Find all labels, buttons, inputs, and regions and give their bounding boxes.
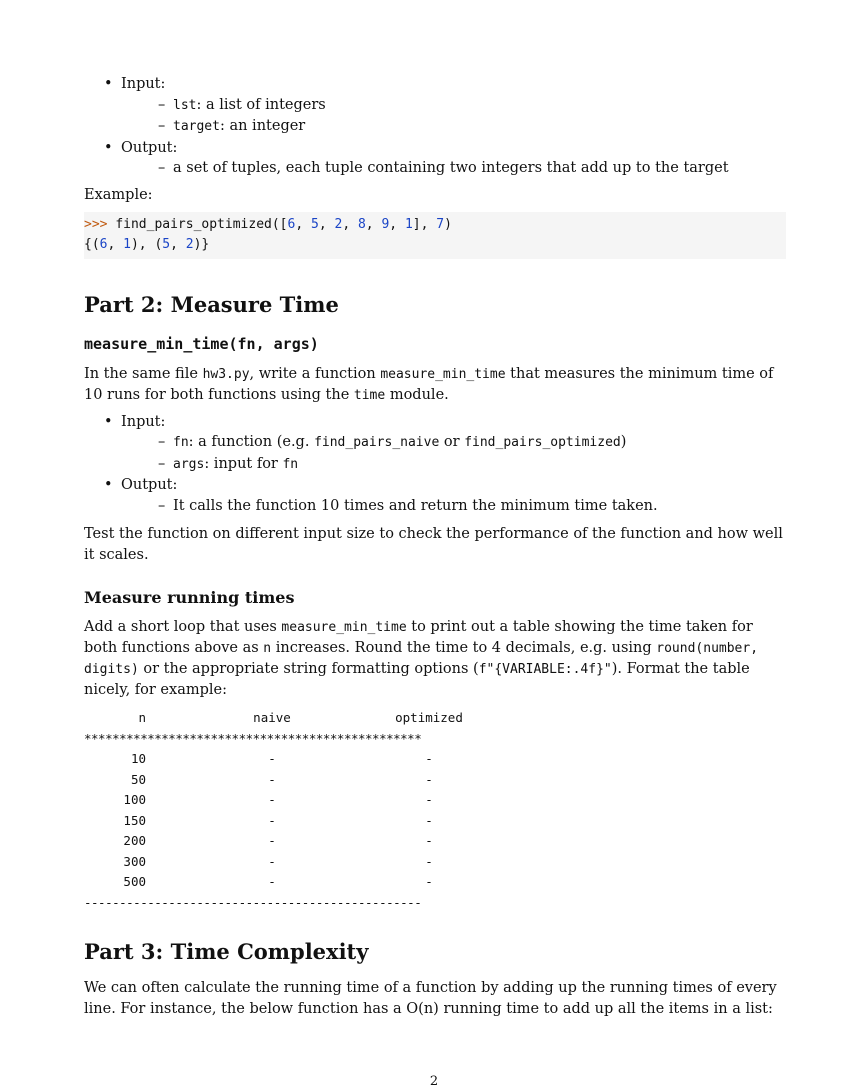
- input-item-lst: – lst: a list of integers: [158, 95, 784, 117]
- cell-optimized: -: [425, 771, 433, 787]
- output-sublist: [121, 158, 784, 179]
- cell-n: 150: [123, 812, 146, 828]
- part3-title: Part 3: Time Complexity: [84, 939, 369, 964]
- part2-io-list: [84, 412, 784, 517]
- code-line-result: {(6, 1), (5, 2)}: [84, 237, 210, 252]
- cell-n: 200: [123, 833, 146, 848]
- table-row: [84, 831, 784, 852]
- part2-output-sublist: [121, 496, 784, 517]
- header-n: n: [138, 710, 146, 725]
- part2-intro: In the same file hw3.py, write a function measure_min_time that measures the minimum time of 10 runs for both functions using the time module.: [84, 365, 774, 403]
- cell-n: 10: [130, 751, 146, 766]
- input-item-fn: – fn: a function (e.g. find_pairs_naive or find_pairs_optimized): [158, 432, 784, 454]
- table-row: [84, 770, 784, 791]
- example-code-block: [84, 212, 786, 259]
- example-label: Example:: [84, 186, 153, 203]
- code-line-call: >>> find_pairs_optimized([6, 5, 2, 8, 9, 1], 7): [84, 216, 452, 232]
- table-header-row: [84, 708, 784, 729]
- table-bottom-rule: ------------------------------------------------: [84, 894, 422, 910]
- part3-paragraph: We can often calculate the running time of a function by adding up the running times of every line. For instance, the below function has a O(n) running time to add up all the items in a list:: [84, 980, 777, 1017]
- cell-n: 100: [123, 792, 146, 807]
- measure-min-time-heading: measure_min_time(fn, args): [84, 334, 319, 353]
- cell-naive: -: [268, 853, 276, 869]
- cell-optimized: -: [425, 751, 433, 766]
- part2-input-sublist: [121, 432, 784, 475]
- cell-optimized: -: [425, 874, 433, 889]
- cell-optimized: -: [425, 833, 433, 848]
- cell-optimized: -: [425, 792, 433, 807]
- part2-input-bullet: • Input: – fn: a function (e.g. find_pairs_naive or find_pairs_optimized) – args: input for fn: [104, 412, 784, 476]
- header-naive: naive: [253, 710, 291, 725]
- cell-naive: -: [268, 812, 276, 828]
- output-item: – a set of tuples, each tuple containing two integers that add up to the target: [158, 158, 784, 179]
- cell-naive: -: [268, 751, 276, 766]
- output-bullet: • Output: – a set of tuples, each tuple containing two integers that add up to the target: [104, 138, 784, 179]
- table-row: [84, 872, 784, 893]
- cell-optimized: -: [425, 812, 433, 828]
- page-number: 2: [429, 1074, 439, 1089]
- timing-table: [84, 708, 784, 913]
- cell-optimized: -: [425, 853, 433, 869]
- header-optimized: optimized: [395, 710, 463, 725]
- measure-running-times-heading: Measure running times: [84, 588, 295, 607]
- io-list: [84, 74, 784, 179]
- table-top-rule: ************************************************: [84, 730, 422, 746]
- table-row: [84, 852, 784, 873]
- cell-naive: -: [268, 792, 276, 807]
- document-page: [84, 74, 784, 1020]
- input-sublist: [121, 95, 784, 138]
- input-bullet: • Input: – lst: a list of integers – target: an integer: [104, 74, 784, 138]
- table-row: [84, 811, 784, 832]
- input-item-args: – args: input for fn: [158, 454, 784, 476]
- cell-n: 500: [123, 874, 146, 889]
- cell-n: 50: [130, 771, 146, 787]
- part2-output-bullet: • Output: – It calls the function 10 times and return the minimum time taken.: [104, 475, 784, 516]
- table-row: [84, 749, 784, 770]
- running-times-paragraph: Add a short loop that uses measure_min_time to print out a table showing the time taken for both functions above as n increases. Round the time to 4 decimals, e.g. using round(number, digits) or the appropriate string formatting options (f"{VARIABLE:.4f}"). Format the table nicely, for example:: [84, 619, 759, 698]
- output-item-calls: – It calls the function 10 times and return the minimum time taken.: [158, 496, 784, 517]
- cell-naive: -: [268, 833, 276, 848]
- table-body: [84, 749, 784, 893]
- input-item-target: – target: an integer: [158, 116, 784, 138]
- cell-n: 300: [123, 853, 146, 869]
- part2-title: Part 2: Measure Time: [84, 291, 339, 317]
- cell-naive: -: [268, 874, 276, 889]
- test-note: Test the function on different input size to check the performance of the function and how well it scales.: [84, 526, 783, 563]
- cell-naive: -: [268, 771, 276, 787]
- table-row: [84, 790, 784, 811]
